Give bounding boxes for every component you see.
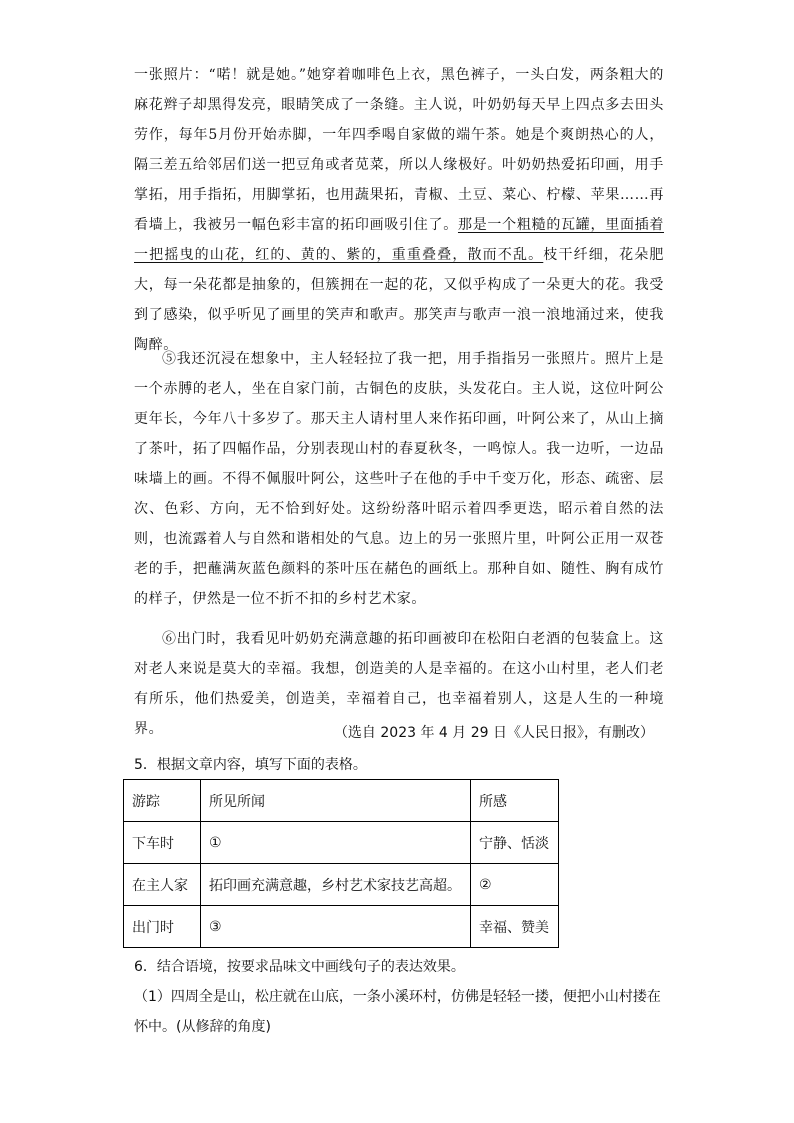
table-row [124, 864, 559, 906]
paragraph-4-text: 一张照片：“喏！就是她。”她穿着咖啡色上衣，黑色裤子，一头白发，两条粗大的麻花辫子却黑得发亮，眼睛笑成了一条缝。主人说，叶奶奶每天早上四点多去田头劳作，每年5月份开始赤脚，一年四季喝自家做的端午茶。她是个爽朗热心的人，隔三差五给邻居们送一把豆角或者苋菜，所以人缘极好。叶奶奶热爱拓印画，用手掌拓，用手指拓，用脚掌拓，也用蔬果拓，青椒、土豆、菜心、柠檬、苹果……再看墙上，我被另一幅色彩丰富的拓印画吸引住了。 [134, 67, 664, 233]
table-cell: 在主人家 [124, 864, 201, 906]
underlined-sentence: 那是一个粗糙的瓦罐，里面插着一把摇曳的山花，红的、黄的、紫的，重重叠叠，散而不乱。 [134, 217, 664, 263]
question-6-subquestion-1: （1）四周全是山，松庄就在山底，一条小溪环村，仿佛是轻轻一搂，便把小山村搂在怀中。(从修辞的角度) [134, 989, 661, 1035]
answer-table [123, 779, 559, 948]
table-header-cell: 所感 [471, 780, 559, 822]
paragraph-4 [134, 60, 664, 360]
table-header-row [124, 780, 559, 822]
table-row [124, 822, 559, 864]
table-row [124, 906, 559, 948]
question-5-prompt: 5．根据文章内容，填写下面的表格。 [134, 757, 367, 773]
table-cell: 出门时 [124, 906, 201, 948]
table-cell: 宁静、恬淡 [471, 822, 559, 864]
table-cell-blank-2[interactable]: ② [471, 864, 559, 906]
table-cell: 下车时 [124, 822, 201, 864]
paragraph-6: ⑥出门时，我看见叶奶奶充满意趣的拓印画被印在松阳白老酒的包装盒上。这对老人来说是莫大的幸福。我想，创造美的人是幸福的。在这小山村里，老人们老有所乐，他们热爱美，创造美，幸福着自己，也幸福着别人，这是人生的一种境界。 [134, 631, 664, 737]
table-cell: 幸福、赞美 [471, 906, 559, 948]
question-6-prompt: 6．结合语境，按要求品味文中画线句子的表达效果。 [134, 959, 465, 975]
source-citation: （选自 2023 年 4 月 29 日《人民日报》，有删改） [333, 725, 654, 741]
paragraph-5: ⑤我还沉浸在想象中，主人轻轻拉了我一把，用手指指另一张照片。照片上是一个赤膊的老人，坐在自家门前，古铜色的皮肤，头发花白。主人说，这位叶阿公更年长，今年八十多岁了。那天主人请村里人来作拓印画，叶阿公来了，从山上摘了茶叶，拓了四幅作品，分别表现山村的春夏秋冬，一鸣惊人。我一边听，一边品味墙上的画。不得不佩服叶阿公，这些叶子在他的手中千变万化，形态、疏密、层次、色彩、方向，无不恰到好处。这纷纷落叶昭示着四季更迭，昭示着自然的法则，也流露着人与自然和谐相处的气息。边上的另一张照片里，叶阿公正用一双苍老的手，把蘸满灰蓝色颜料的茶叶压在赭色的画纸上。那种自如、随性、胸有成竹的样子，伊然是一位不折不扣的乡村艺术家。 [134, 351, 664, 607]
table-cell: 拓印画充满意趣，乡村艺术家技艺高超。 [201, 864, 471, 906]
paragraph-4-text-end: 枝干纤细，花朵肥大，每一朵花都是抽象的，但簇拥在一起的花，又似乎构成了一朵更大的花。我受到了感染，似乎听见了画里的笑声和歌声。那笑声与歌声一浪一浪地涌过来，使我陶醉。 [134, 247, 664, 353]
table-header-cell: 游踪 [124, 780, 201, 822]
table-cell-blank-3[interactable]: ③ [201, 906, 471, 948]
table-cell-blank-1[interactable]: ① [201, 822, 471, 864]
table-header-cell: 所见所闻 [201, 780, 471, 822]
